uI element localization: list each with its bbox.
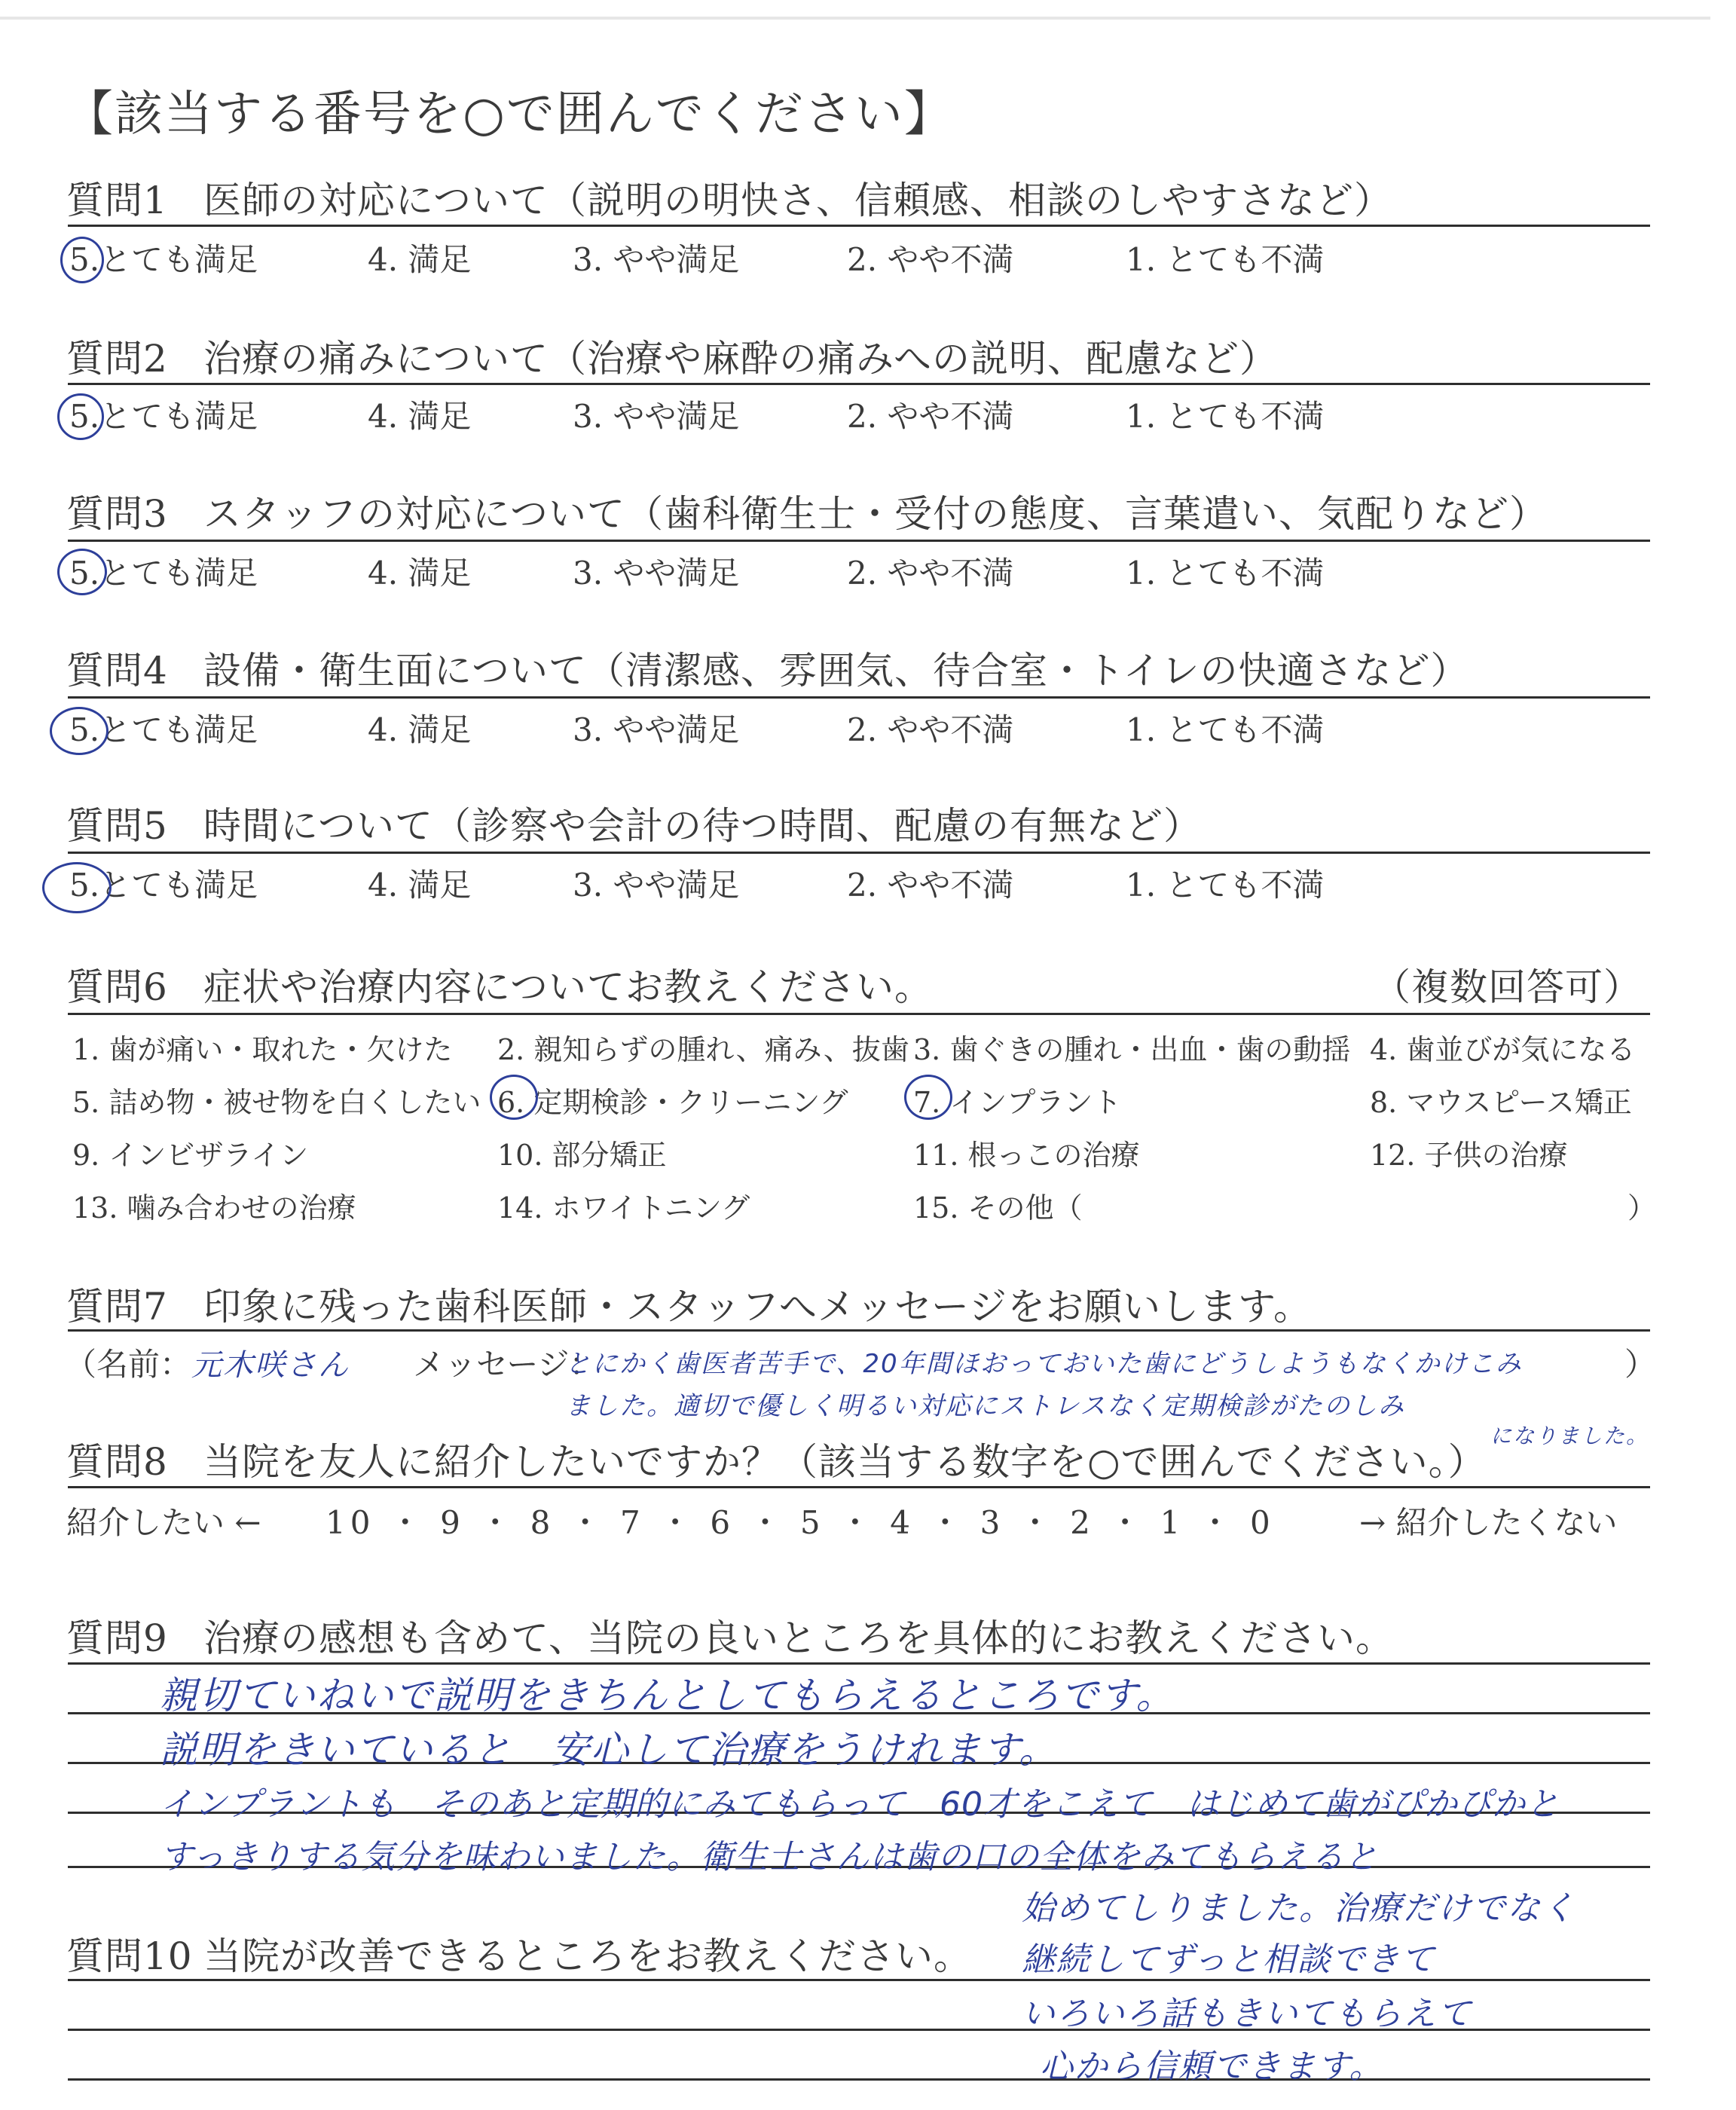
answer-text[interactable]: いろいろ話もきいてもらえて (1022, 1995, 1472, 2033)
message-line[interactable]: ました。適切で優しく明るい対応にストレスなく定期検診がたのしみ (565, 1391, 1405, 1421)
divider (68, 852, 1650, 854)
option-2[interactable]: 2. やや不満 (847, 555, 1014, 592)
selection-circle (42, 862, 112, 913)
question-label: 質問5 (66, 804, 168, 848)
scan-edge (0, 17, 1710, 20)
question-text: 症状や治療内容についてお教えください。 (203, 965, 933, 1009)
question-text: 印象に残った歯科医師・スタッフへメッセージをお願いします。 (203, 1285, 1312, 1329)
answer-text[interactable]: 説明をきいていると 安心して治療をうけれます。 (160, 1728, 1058, 1772)
message-close-paren: ） (1624, 1346, 1657, 1383)
option-1[interactable]: 1. とても不満 (1126, 555, 1325, 592)
question-text: 当院が改善できるところをお教えください。 (203, 1934, 972, 1978)
selection-circle (60, 237, 104, 283)
recommend-right-label: → 紹介したくない (1359, 1504, 1618, 1541)
question-label: 質問3 (66, 492, 168, 536)
question-label: 質問6 (66, 965, 168, 1009)
option-3[interactable]: 3. やや満足 (573, 555, 740, 592)
selection-circle (50, 707, 108, 755)
answer-text[interactable]: 親切ていねいで説明をきちんとしてもらえるところです。 (160, 1674, 1175, 1717)
multiple-answer-note: （複数回答可） (1373, 965, 1642, 1009)
question-text: 治療の感想も含めて、当院の良いところを具体的にお教えください。 (203, 1616, 1394, 1660)
answer-text[interactable]: インプラントも そのあと定期的にみてもらって 60才をこえて はじめて歯がぴかぴかと (160, 1785, 1560, 1824)
option-4[interactable]: 4. 満足 (368, 867, 472, 904)
option-5[interactable]: 5.とても満足 (69, 398, 258, 435)
option-2[interactable]: 2. やや不満 (847, 867, 1014, 904)
divider (68, 696, 1650, 699)
message-line[interactable]: とにかく歯医者苦手で、20年間ほおっておいた歯にどうしようもなくかけこみ (565, 1349, 1523, 1379)
symptom-item[interactable]: 1. 歯が痛い・取れた・欠けた (72, 1033, 453, 1066)
name-label: （名前： (65, 1346, 192, 1383)
symptom-item[interactable]: 6. 定期検診・クリーニング (497, 1086, 848, 1119)
divider (68, 1329, 1650, 1332)
answer-text[interactable]: すっきりする気分を味わいました。衛生士さんは歯の口の全体をみてもらえると (160, 1838, 1379, 1876)
symptom-item[interactable]: 11. 根っこの治療 (913, 1139, 1140, 1172)
divider (68, 225, 1650, 227)
answer-text[interactable]: 継続してずっと相談できて (1022, 1940, 1436, 1979)
option-4[interactable]: 4. 満足 (368, 555, 472, 592)
option-4[interactable]: 4. 満足 (368, 398, 472, 435)
answer-text[interactable]: 始めてしりました。治療だけでなく (1022, 1889, 1576, 1928)
option-3[interactable]: 3. やや満足 (573, 398, 740, 435)
option-5[interactable]: 5.とても満足 (69, 711, 258, 748)
symptom-item[interactable]: 10. 部分矯正 (497, 1139, 667, 1172)
symptom-item[interactable]: 9. インビザライン (72, 1139, 309, 1172)
symptom-item[interactable]: 8. マウスピース矯正 (1370, 1086, 1632, 1119)
question-text: 治療の痛みについて（治療や麻酔の痛みへの説明、配慮など） (203, 337, 1278, 381)
page-title: 【該当する番号を○で囲んでください】 (65, 87, 954, 142)
option-3[interactable]: 3. やや満足 (573, 241, 740, 278)
message-line[interactable]: になりました。 (1490, 1423, 1649, 1448)
option-4[interactable]: 4. 満足 (368, 711, 472, 748)
option-2[interactable]: 2. やや不満 (847, 398, 1014, 435)
option-3[interactable]: 3. やや満足 (573, 867, 740, 904)
symptom-item[interactable]: 2. 親知らずの腫れ、痛み、抜歯 (497, 1033, 909, 1066)
option-2[interactable]: 2. やや不満 (847, 241, 1014, 278)
symptom-item[interactable]: 4. 歯並びが気になる (1370, 1033, 1636, 1066)
symptom-item[interactable]: 5. 詰め物・被せ物を白くしたい (72, 1086, 481, 1119)
symptom-item[interactable]: 7. インプラント (913, 1086, 1122, 1119)
name-value[interactable]: 元木咲さん (191, 1348, 350, 1383)
divider (68, 383, 1650, 385)
option-1[interactable]: 1. とても不満 (1126, 241, 1325, 278)
question-text: スタッフの対応について（歯科衛生士・受付の態度、言葉遣い、気配りなど） (203, 492, 1548, 536)
question-text: 時間について（診察や会計の待つ時間、配慮の有無など） (203, 804, 1202, 848)
selection-circle (57, 393, 104, 440)
symptom-item[interactable]: 13. 噛み合わせの治療 (72, 1191, 356, 1225)
message-label: メッセージ： (413, 1346, 601, 1383)
other-close-paren: ） (1628, 1191, 1657, 1225)
option-1[interactable]: 1. とても不満 (1126, 711, 1325, 748)
question-label: 質問9 (66, 1616, 168, 1660)
option-5[interactable]: 5.とても満足 (69, 867, 258, 904)
symptom-item[interactable]: 12. 子供の治療 (1370, 1139, 1568, 1172)
divider (68, 540, 1650, 542)
symptom-item[interactable]: 15. その他（ (913, 1191, 1083, 1225)
option-5[interactable]: 5.とても満足 (69, 241, 258, 278)
divider (68, 1013, 1650, 1015)
divider (68, 1662, 1650, 1665)
selection-circle (904, 1075, 952, 1120)
selection-circle (57, 549, 107, 595)
question-label: 質問2 (66, 337, 168, 381)
option-2[interactable]: 2. やや不満 (847, 711, 1014, 748)
recommend-scale[interactable]: 10 ・ 9 ・ 8 ・ 7 ・ 6 ・ 5 ・ 4 ・ 3 ・ 2 ・ 1 ・ 0 (326, 1504, 1275, 1541)
question-label: 質問7 (66, 1285, 168, 1329)
question-text: 設備・衛生面について（清潔感、雰囲気、待合室・トイレの快適さなど） (203, 649, 1469, 693)
option-4[interactable]: 4. 満足 (368, 241, 472, 278)
question-label: 質問10 (66, 1934, 193, 1978)
question-label: 質問4 (66, 649, 168, 693)
option-1[interactable]: 1. とても不満 (1126, 867, 1325, 904)
selection-circle (490, 1075, 538, 1120)
option-5[interactable]: 5.とても満足 (69, 555, 258, 592)
recommend-left-label: 紹介したい ← (66, 1504, 261, 1541)
symptom-item[interactable]: 3. 歯ぐきの腫れ・出血・歯の動揺 (913, 1033, 1351, 1066)
question-label: 質問8 (66, 1440, 168, 1484)
option-3[interactable]: 3. やや満足 (573, 711, 740, 748)
question-label: 質問1 (66, 179, 168, 222)
question-text: 医師の対応について（説明の明快さ、信頼感、相談のしやすさなど） (203, 179, 1392, 222)
answer-line (68, 2078, 1650, 2081)
answer-text[interactable]: 心から信頼できます。 (1040, 2047, 1384, 2086)
option-1[interactable]: 1. とても不満 (1126, 398, 1325, 435)
divider (68, 1486, 1650, 1488)
symptom-item[interactable]: 14. ホワイトニング (497, 1191, 750, 1225)
question-text: 当院を友人に紹介したいですか？（該当する数字を○で囲んでください。） (203, 1440, 1487, 1484)
